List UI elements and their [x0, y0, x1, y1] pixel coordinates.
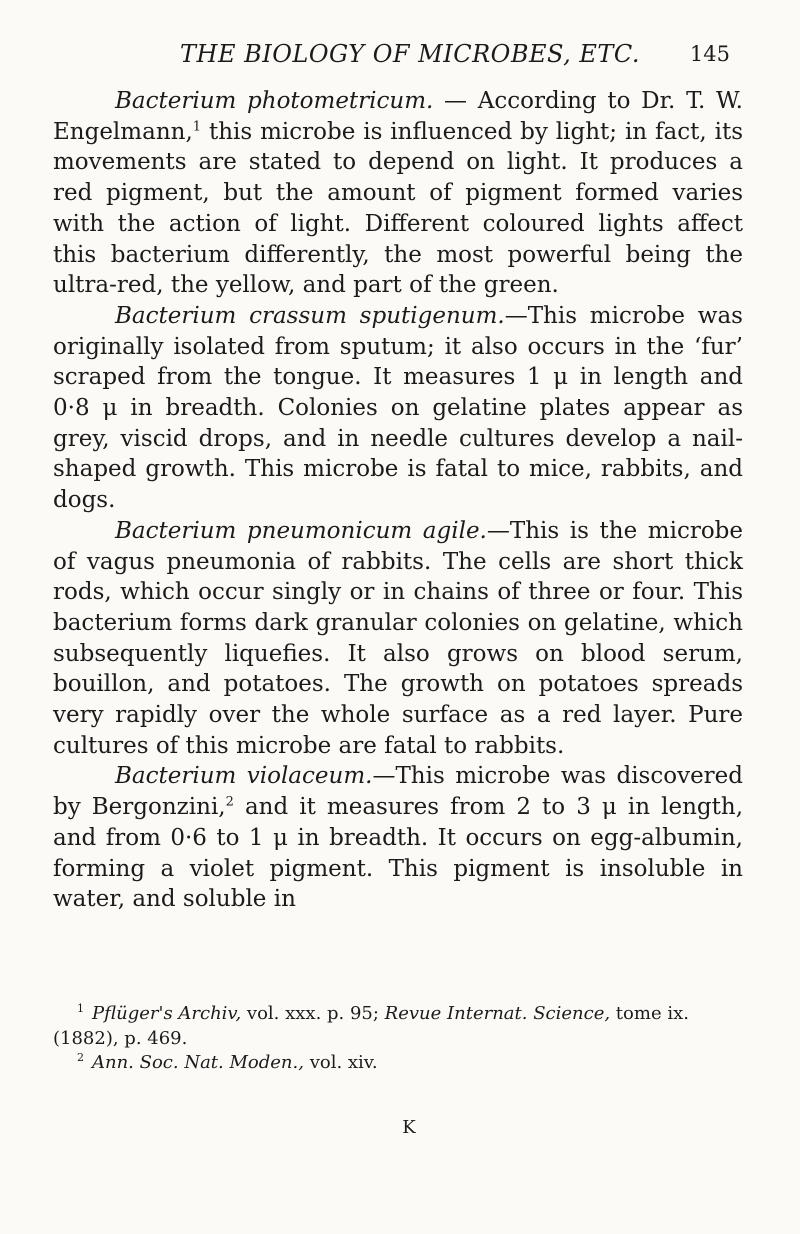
paragraph-text: —This microbe was originally isolated from sputum; it also occurs in the ‘fur’ scraped from the tongue. It measures 1 μ in length and 0·8 μ in breadth. Colonies on gelatine plates appear as grey, viscid drops, and in needle cultures develop a nail-shaped growth. This microbe is fatal to mice, rabbits, and dogs.	[53, 302, 743, 514]
footnotes	[53, 1002, 743, 1076]
species-name: Bacterium violaceum.	[115, 763, 373, 790]
paragraph-text: —This microbe was discovered by Bergonzini,	[53, 763, 744, 821]
footnote-ref: 1	[192, 119, 202, 135]
paragraph-photometricum	[53, 86, 743, 301]
paragraph-violaceum	[53, 761, 743, 915]
running-head: THE BIOLOGY OF MICROBES, ETC.	[180, 40, 640, 68]
footnote	[53, 1051, 743, 1076]
footnote-text: tome ix. (1882), p. 469.	[53, 1003, 689, 1049]
page-number: 145	[689, 42, 730, 66]
paragraph-pneumonicum-agile	[53, 516, 743, 762]
footnote	[53, 1002, 743, 1051]
footnote-citation: Pflüger's Archiv,	[92, 1003, 242, 1024]
page-header	[160, 40, 760, 80]
paragraph-text: — According to Dr. T. W. Engelmann,	[53, 88, 743, 145]
footnote-citation: Ann. Soc. Nat. Moden.,	[92, 1052, 304, 1073]
signature-mark: K	[402, 1117, 416, 1138]
footnote-number: 1	[77, 1002, 84, 1015]
footnote-ref: 2	[225, 794, 234, 810]
paragraph-text: and it measures from 2 to 3 μ in length, and from 0·6 to 1 μ in breadth. It occurs on egg-albumin, forming a violet pigment. This pigment is insoluble in water, and soluble in	[53, 794, 744, 913]
footnote-number: 2	[77, 1051, 84, 1064]
paragraph-text: this microbe is influenced by light; in fact, its movements are stated to depend on light. It produces a red pigment, but the amount of pigment formed varies with the action of light. Different coloured lights affect this bacterium differently, the most powerful being the ultra-red, the yellow, and part of the green.	[53, 118, 743, 299]
paragraph-crassum-sputigenum	[53, 301, 743, 516]
footnote-citation: Revue Internat. Science,	[384, 1003, 611, 1024]
body-text	[53, 86, 743, 915]
species-name: Bacterium pneumonicum agile.	[115, 517, 487, 544]
species-name: Bacterium crassum sputigenum.	[115, 302, 505, 329]
footnote-text: vol. xxx. p. 95;	[241, 1003, 385, 1024]
footnote-text: vol. xiv.	[303, 1052, 378, 1073]
species-name: Bacterium photometricum.	[115, 88, 434, 114]
paragraph-text: —This is the microbe of vagus pneumonia of rabbits. The cells are short thick rods, which occur singly or in chains of three or four. This bacterium forms dark granular colonies on gelatine, which subsequently liquefies. It also grows on blood serum, bouillon, and potatoes. The growth on potatoes spreads very rapidly over the whole surface as a red layer. Pure cultures of this microbe are fatal to rabbits.	[53, 517, 744, 759]
